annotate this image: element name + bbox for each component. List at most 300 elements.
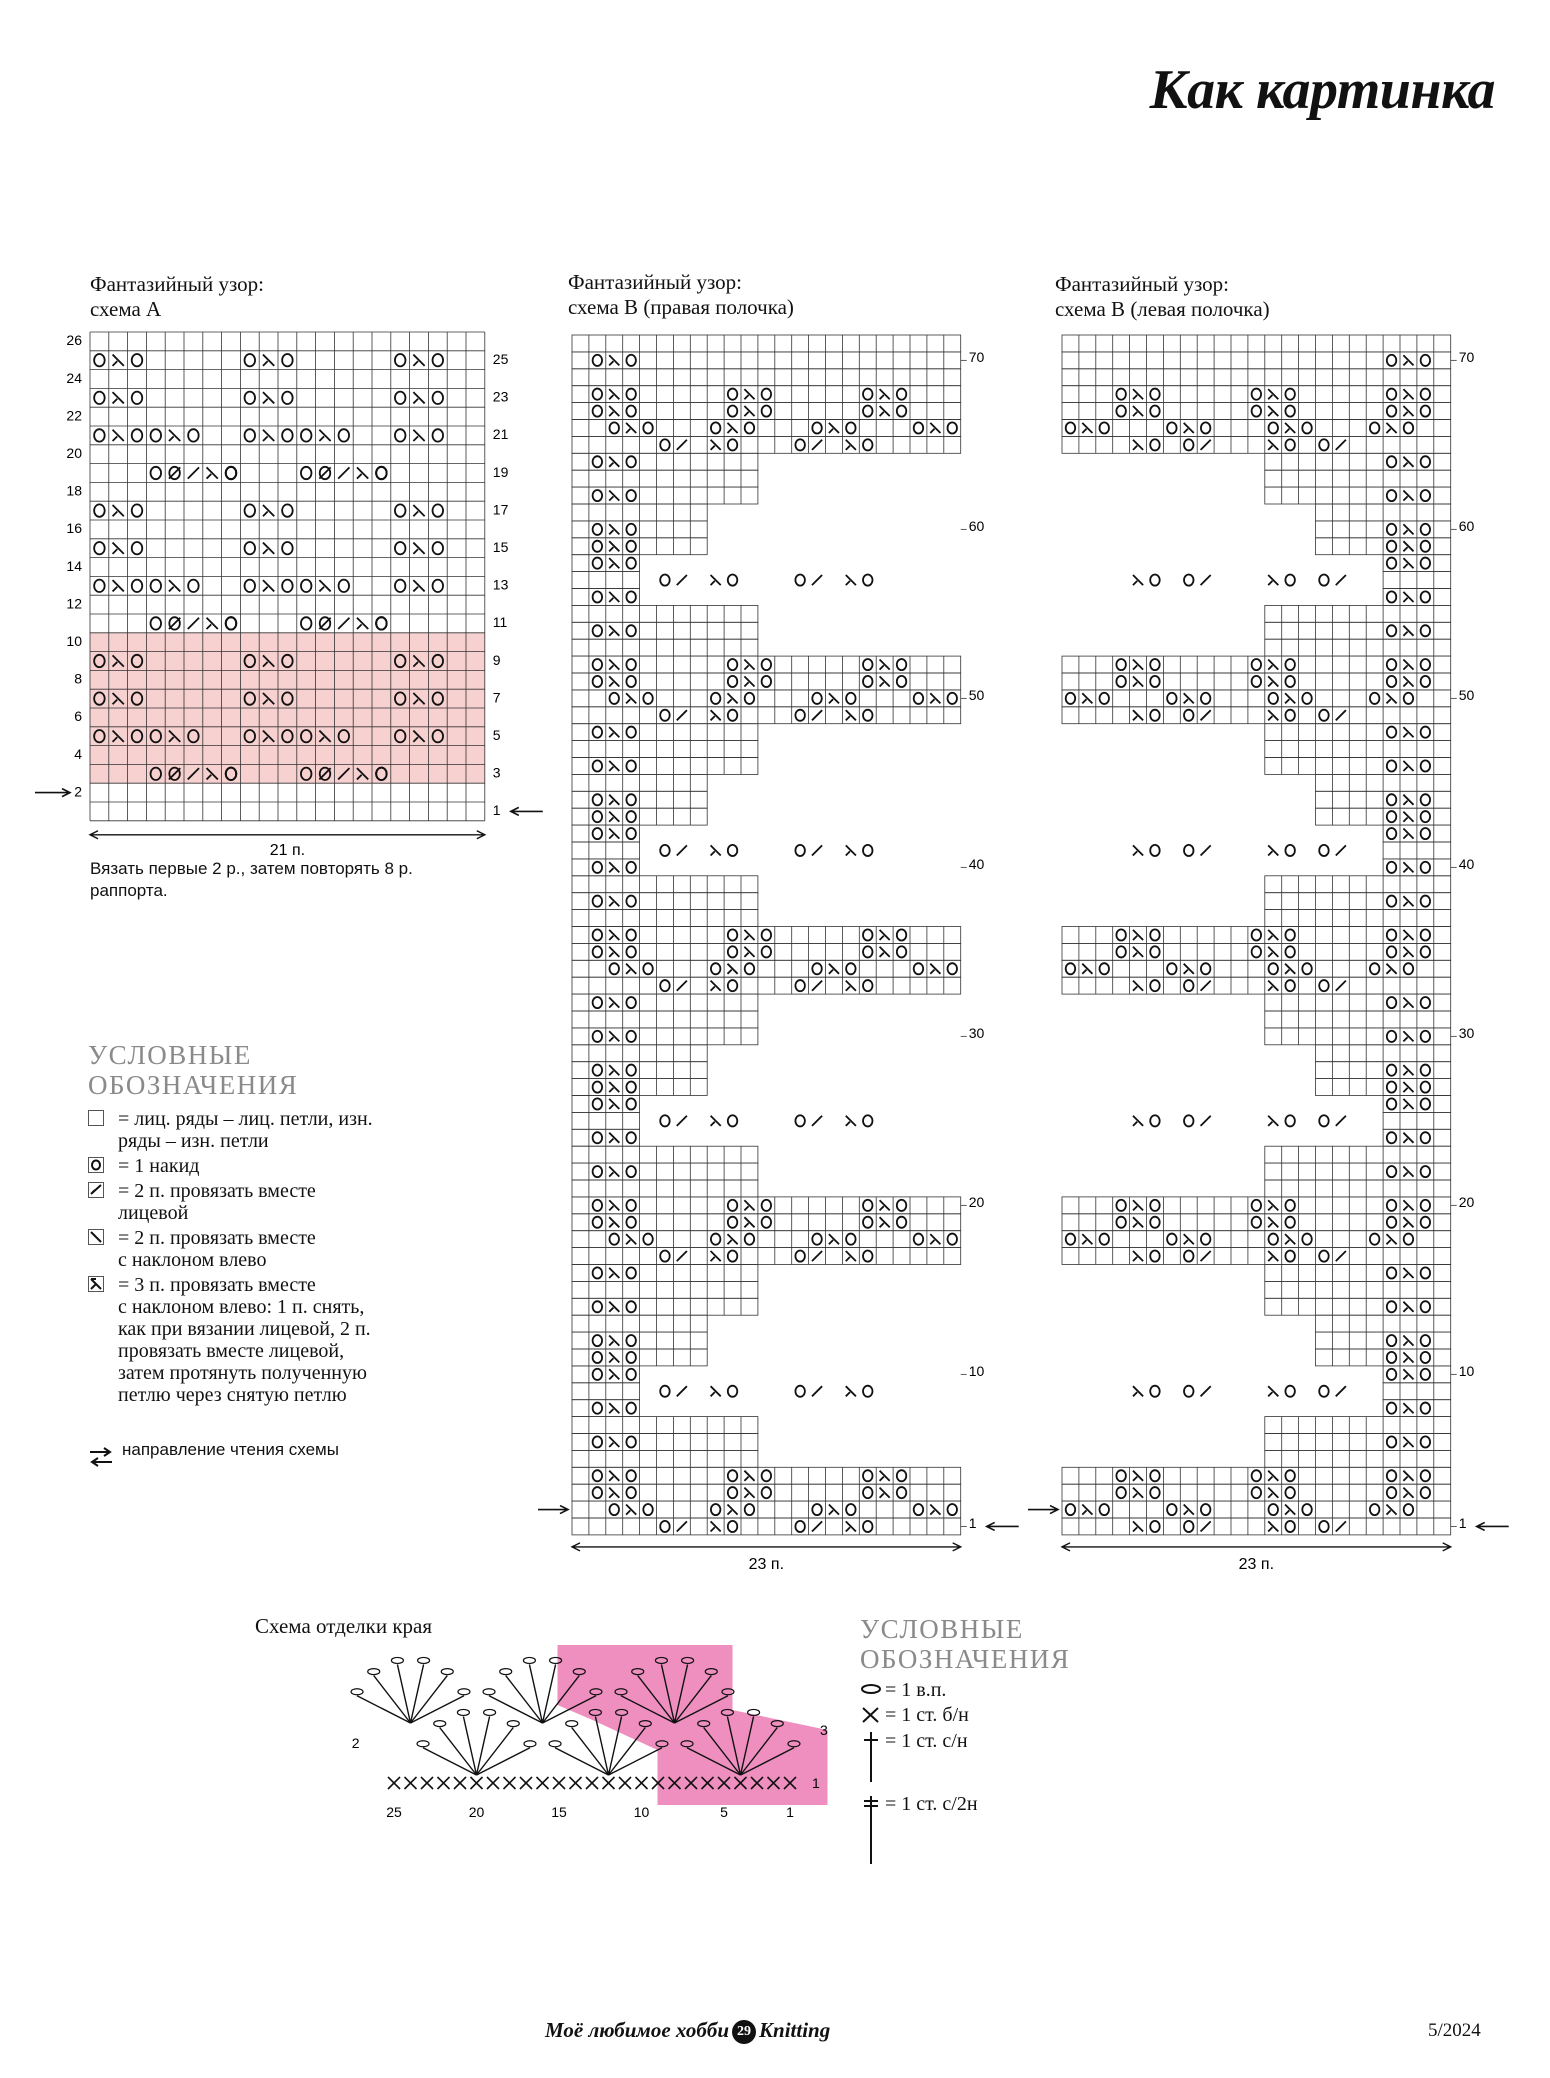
yarn-over-mark: [1421, 1081, 1430, 1092]
yarn-over-mark: [395, 354, 406, 366]
row-number: 1: [1458, 1515, 1467, 1532]
legend-dc: = 1 ст. с/н: [885, 1730, 968, 1752]
yarn-over-mark: [626, 997, 635, 1008]
yarn-over-mark: [1387, 862, 1396, 873]
sk2p-mark: [413, 430, 424, 441]
k2tog-mark: [677, 845, 687, 855]
yarn-over-mark: [863, 1200, 872, 1211]
fan-row2: [423, 1748, 476, 1775]
yarn-over-mark: [711, 1234, 720, 1245]
sk2p-mark: [1403, 659, 1413, 669]
sk2p-mark: [1268, 1116, 1278, 1126]
sk2p-mark: [727, 964, 737, 974]
yarn-over-mark: [301, 429, 312, 441]
yarn-over-mark: [395, 392, 406, 404]
grid-row: [1265, 1450, 1451, 1467]
yarn-over-mark: [1421, 389, 1430, 400]
yarn-over-mark: [795, 1386, 804, 1397]
yarn-over-mark: [1285, 1470, 1294, 1481]
yarn-over-mark: [1201, 422, 1210, 433]
yarn-over-mark: [1269, 1504, 1278, 1515]
yarn-over-mark: [1421, 1487, 1430, 1498]
sk2p-mark: [609, 626, 619, 636]
sk2p-mark: [1268, 1471, 1278, 1481]
yarn-over-mark: [1302, 1504, 1311, 1515]
sk2p-mark: [880, 406, 890, 416]
yarn-over-mark: [1421, 405, 1430, 416]
yarn-over-mark: [626, 1301, 635, 1312]
yarn-over-mark: [593, 389, 602, 400]
k2tog-mark: [1201, 1386, 1211, 1396]
yarn-over-mark: [1252, 929, 1261, 940]
stitch-number: 10: [633, 1804, 650, 1820]
yarn-over-mark: [395, 580, 406, 592]
yarn-over-mark: [948, 963, 957, 974]
yarn-over-mark: [1387, 591, 1396, 602]
sk2p-mark: [1403, 1082, 1413, 1092]
grid-row: [1265, 1417, 1451, 1434]
yarn-over-mark: [643, 1504, 652, 1515]
yarn-over-mark: [610, 422, 619, 433]
grid-row: [1265, 622, 1451, 639]
row-number-left: 10: [66, 632, 82, 649]
sk2p-mark: [711, 1116, 721, 1126]
sk2p-mark: [711, 1521, 721, 1531]
sk2p-mark: [1403, 1268, 1413, 1278]
grid-row: [1265, 1146, 1451, 1163]
yarn-over-mark: [1421, 1217, 1430, 1228]
yarn-over-mark: [593, 1217, 602, 1228]
yarn-over-mark: [593, 1369, 602, 1380]
sk2p-mark: [1184, 964, 1194, 974]
sk2p-mark: [846, 575, 856, 585]
sk2p-mark: [609, 1437, 619, 1447]
yarn-over-mark: [863, 946, 872, 957]
yarn-over-mark: [1285, 405, 1294, 416]
chain-mark: [523, 1657, 535, 1663]
chart-a-title: Фантазийный узор: схема А: [90, 272, 265, 321]
sk2p-mark: [1403, 1488, 1413, 1498]
sk2p-mark: [711, 710, 721, 720]
sk2p-mark: [609, 1403, 619, 1413]
yarn-over-mark: [1421, 946, 1430, 957]
single-crochet-mark: [388, 1777, 400, 1789]
sk2p-mark: [609, 541, 619, 551]
yarn-over-mark: [948, 1234, 957, 1245]
sk2p-mark: [609, 592, 619, 602]
sk2p-mark: [1133, 659, 1143, 669]
yarn-over-mark: [282, 504, 293, 516]
yarn-over-mark: [1285, 676, 1294, 687]
sk2p-mark: [263, 505, 274, 516]
yarn-over-mark: [1150, 1217, 1159, 1228]
yarn-over-mark: [795, 710, 804, 721]
yarn-over-mark: [846, 422, 855, 433]
yarn-over-mark: [339, 580, 350, 592]
yarn-over-mark: [1150, 1250, 1159, 1261]
sk2p-mark: [930, 423, 940, 433]
sk2p-mark: [1403, 676, 1413, 686]
yarn-over-mark: [1252, 659, 1261, 670]
yarn-over-mark: [1285, 1487, 1294, 1498]
yarn-over-mark: [660, 710, 669, 721]
single-crochet-mark: [603, 1777, 615, 1789]
sk2p-mark: [1403, 1352, 1413, 1362]
yarn-over-mark: [626, 1335, 635, 1346]
sk2p-mark: [829, 423, 839, 433]
yarn-over-mark: [593, 1403, 602, 1414]
yarn-over-mark: [728, 929, 737, 940]
yarn-over-mark: [728, 1217, 737, 1228]
yarn-over-mark: [863, 659, 872, 670]
k2tog-mark: [1336, 981, 1346, 991]
sk2p-mark: [1268, 1521, 1278, 1531]
k2tog-mark: [1201, 575, 1211, 585]
yarn-over-mark: [626, 1487, 635, 1498]
k2tog-mark: [1336, 1251, 1346, 1261]
width-label: 23 п.: [1238, 1555, 1275, 1573]
yarn-over-mark: [1167, 963, 1176, 974]
sk2p-mark: [319, 580, 330, 591]
sk2p-mark: [1403, 1335, 1413, 1345]
yarn-over-mark: [1116, 929, 1125, 940]
yarn-over-mark: [1387, 456, 1396, 467]
yarn-over-mark: [728, 1521, 737, 1532]
sk2p-mark: [1403, 1133, 1413, 1143]
grid-row: [1265, 605, 1451, 622]
yarn-over-mark: [762, 676, 771, 687]
yarn-over-mark: [1421, 929, 1430, 940]
legend-item-knit: = лиц. ряды – лиц. петли, изн. ряды – изн. петли: [88, 1108, 488, 1152]
grid-row: [1265, 1265, 1451, 1282]
row-number-left: 26: [66, 332, 82, 349]
yarn-over-mark: [132, 429, 143, 441]
k2tog-mark: [677, 575, 687, 585]
yarn-over-mark: [914, 963, 923, 974]
row-number: 20: [1458, 1194, 1475, 1211]
yarn-over-mark: [897, 1200, 906, 1211]
yarn-over-mark: [1100, 693, 1109, 704]
sk2p-mark: [1386, 693, 1396, 703]
yarn-over-mark: [1421, 591, 1430, 602]
yarn-over-mark: [376, 617, 387, 629]
yarn-over-mark: [626, 896, 635, 907]
yarn-over-mark: [1421, 1436, 1430, 1447]
chart-a: [30, 320, 550, 880]
sk2p-mark: [1133, 845, 1143, 855]
yarn-over-mark: [1285, 1200, 1294, 1211]
grid-row: [572, 1434, 758, 1451]
k2tog-mark: [338, 467, 349, 478]
sk2p-mark: [609, 676, 619, 686]
sk2p-mark: [1133, 440, 1143, 450]
yarn-over-mark: [626, 591, 635, 602]
yarn-over-mark: [1387, 997, 1396, 1008]
yarn-over-mark: [745, 1234, 754, 1245]
yarn-over-mark: [1150, 1521, 1159, 1532]
yarn-over-mark: [1184, 1521, 1193, 1532]
yarn-over-mark: [339, 429, 350, 441]
yarn-over-mark: [762, 1200, 771, 1211]
sk2p-mark: [113, 430, 124, 441]
yarn-over-mark: [1066, 422, 1075, 433]
yarn-over-mark: [1387, 659, 1396, 670]
sk2p-mark: [609, 1200, 619, 1210]
sk2p-mark: [1285, 423, 1295, 433]
yarn-over-mark: [433, 354, 444, 366]
sk2p-mark: [263, 543, 274, 554]
sk2p-mark: [609, 355, 619, 365]
yarn-over-mark: [1201, 1504, 1210, 1515]
yarn-over-mark: [897, 659, 906, 670]
sk2p-mark: [744, 1488, 754, 1498]
sk2p-mark: [744, 1200, 754, 1210]
grid-row: [1265, 724, 1451, 741]
yarn-over-mark: [1421, 659, 1430, 670]
yarn-over-mark: [711, 1504, 720, 1515]
yarn-over-mark: [1269, 422, 1278, 433]
chain-mark: [417, 1741, 429, 1747]
yarn-over-mark: [863, 1115, 872, 1126]
yarn-over-mark: [626, 760, 635, 771]
sk2p-mark: [880, 1488, 890, 1498]
sk2p-mark: [1133, 1471, 1143, 1481]
yarn-over-mark: [593, 355, 602, 366]
sk2p-mark: [1133, 389, 1143, 399]
sk2p-mark: [1268, 1386, 1278, 1396]
row-number: 20: [968, 1194, 985, 1211]
row-number: 40: [1458, 856, 1475, 873]
grid-row: [1265, 1298, 1451, 1315]
yarn-over-mark: [1302, 963, 1311, 974]
yarn-over-mark: [626, 355, 635, 366]
grid-row: [1265, 1028, 1451, 1045]
sk2p-mark: [319, 430, 330, 441]
row-number-right: 25: [492, 350, 509, 367]
grid-row: [1062, 707, 1451, 724]
grid-row: [572, 335, 961, 352]
sk2p-mark: [113, 505, 124, 516]
yarn-over-mark: [1150, 1487, 1159, 1498]
yarn-over-mark: [728, 710, 737, 721]
ssk-icon: [88, 1229, 104, 1245]
single-crochet-mark: [438, 1777, 450, 1789]
yarn-over-mark: [626, 828, 635, 839]
sk2p-mark: [1403, 1099, 1413, 1109]
fan-row2: [555, 1748, 608, 1775]
yarn-over-mark: [1387, 929, 1396, 940]
yarn-over-mark: [1387, 1166, 1396, 1177]
yarn-over-mark: [1421, 1470, 1430, 1481]
yarn-over-mark: [762, 1470, 771, 1481]
sk2p-mark: [744, 1217, 754, 1227]
yarn-over-mark: [1387, 1267, 1396, 1278]
sk2p-mark: [609, 862, 619, 872]
k2tog-mark: [1201, 845, 1211, 855]
yarn-over-mark: [1421, 1301, 1430, 1312]
yarn-over-mark: [1116, 946, 1125, 957]
yarn-over-mark: [728, 405, 737, 416]
sk2p-mark: [1403, 1471, 1413, 1481]
yarn-over-mark: [1252, 1200, 1261, 1211]
yarn-over-mark: [1421, 862, 1430, 873]
yarn-over-mark: [863, 439, 872, 450]
sk2p-mark: [1403, 828, 1413, 838]
yarn-over-mark: [1252, 1470, 1261, 1481]
sk2p-mark: [609, 1099, 619, 1109]
yarn-over-mark: [795, 845, 804, 856]
yarn-over-mark: [395, 504, 406, 516]
sk2p-mark: [609, 1217, 619, 1227]
row-number-left: 6: [74, 708, 82, 725]
sk2p-mark: [930, 693, 940, 703]
legend-sc: = 1 ст. б/н: [885, 1704, 969, 1726]
row-number-right: 3: [492, 764, 501, 781]
yarn-over-mark: [1387, 896, 1396, 907]
sk2p-mark: [1386, 1234, 1396, 1244]
sk2p-mark: [609, 1268, 619, 1278]
yarn-over-mark: [762, 1487, 771, 1498]
sk2p-mark: [609, 524, 619, 534]
yarn-over-mark: [626, 676, 635, 687]
grid-row: [1062, 369, 1451, 386]
yarn-over-mark: [94, 504, 105, 516]
yarn-over-mark: [626, 1436, 635, 1447]
yarn-over-mark: [762, 405, 771, 416]
yarn-over-mark: [626, 1470, 635, 1481]
yarn-over-mark: [1285, 946, 1294, 957]
grid-row: [572, 453, 758, 470]
yarn-over-mark: [593, 862, 602, 873]
yarn-over-mark: [626, 1098, 635, 1109]
yarn-over-mark: [846, 693, 855, 704]
yarn-over-mark: [593, 896, 602, 907]
yarn-over-mark: [1184, 845, 1193, 856]
yarn-over-mark: [626, 1081, 635, 1092]
yarn-over-mark: [863, 389, 872, 400]
width-arrow: [572, 1543, 961, 1551]
yarn-over-mark: [863, 405, 872, 416]
sk2p-mark: [744, 389, 754, 399]
yarn-over-mark: [863, 929, 872, 940]
sk2p-mark: [744, 947, 754, 957]
sk2p-mark: [609, 1471, 619, 1481]
yarn-over-mark: [626, 1369, 635, 1380]
sk2p-mark: [1268, 440, 1278, 450]
sk2p-mark: [711, 845, 721, 855]
yarn-over-mark: [1150, 659, 1159, 670]
page-title: Как картинка: [1149, 59, 1495, 121]
yarn-over-mark: [1387, 1132, 1396, 1143]
yarn-over-mark: [1201, 963, 1210, 974]
yarn-over-mark: [593, 1200, 602, 1211]
yarn-over-mark: [897, 405, 906, 416]
yarn-over-mark: [660, 845, 669, 856]
yarn-over-mark: [711, 422, 720, 433]
yarn-over-mark: [1150, 946, 1159, 957]
row-number-right: 15: [492, 538, 509, 555]
yarn-over-mark: [863, 710, 872, 721]
sk2p-mark: [113, 543, 124, 554]
single-crochet-mark: [586, 1777, 598, 1789]
sk2p-mark: [880, 659, 890, 669]
k2tog-mark: [677, 1251, 687, 1261]
yarn-over-mark: [626, 405, 635, 416]
yarn-over-mark: [1370, 1504, 1379, 1515]
yarn-over-mark: [282, 392, 293, 404]
grid-row: [1062, 335, 1451, 352]
stitch-number: 20: [468, 1804, 485, 1820]
k2tog-mark: [812, 440, 822, 450]
yarn-over-mark: [1184, 1115, 1193, 1126]
yarn-over-mark: [643, 1234, 652, 1245]
yarn-over-mark: [593, 524, 602, 535]
sk2p-mark: [1403, 812, 1413, 822]
grid-row: [1265, 1434, 1451, 1451]
treble-crochet-icon: [864, 1796, 878, 1864]
yarn-over-mark: [812, 963, 821, 974]
sk2p-mark: [1133, 676, 1143, 686]
yarn-over-mark: [282, 429, 293, 441]
yarn-over-mark: [610, 693, 619, 704]
k2tog-mark: [1201, 1251, 1211, 1261]
grid-row: [572, 707, 961, 724]
yarn-over-mark: [1387, 1436, 1396, 1447]
row-number: 50: [968, 687, 985, 704]
k2tog-mark: [1201, 1521, 1211, 1531]
yarn-over-mark: [593, 1301, 602, 1312]
sk2p-mark: [1268, 947, 1278, 957]
sk2p-mark: [1268, 659, 1278, 669]
sk2p-mark: [1268, 1251, 1278, 1261]
k2tog-mark: [677, 1116, 687, 1126]
sk2p-mark: [113, 392, 124, 403]
grid-row: [572, 622, 758, 639]
yarn-over-mark: [1421, 1267, 1430, 1278]
single-crochet-mark: [487, 1777, 499, 1789]
grid-row: [1265, 487, 1451, 504]
grid-row: [572, 724, 758, 741]
yarn-over-mark: [593, 456, 602, 467]
grid-row: [1265, 758, 1451, 775]
yarn-over-mark: [1252, 389, 1261, 400]
yarn-over-mark: [1116, 1487, 1125, 1498]
yarn-over-mark: [1285, 1386, 1294, 1397]
chain-mark: [351, 1689, 363, 1695]
sk2p-mark: [1133, 1217, 1143, 1227]
yarn-over-mark: [1319, 845, 1328, 856]
yarn-over-mark: [301, 580, 312, 592]
yarn-over-mark: [728, 574, 737, 585]
grid-row: [572, 369, 961, 386]
yarn-over-mark: [660, 1115, 669, 1126]
yarn-over-mark: [948, 1504, 957, 1515]
yarn-over-mark: [897, 1487, 906, 1498]
yarn-over-mark: [1387, 1217, 1396, 1228]
sk2p-mark: [609, 828, 619, 838]
row-number-right: 11: [492, 614, 508, 631]
yarn-over-mark: [626, 1132, 635, 1143]
yarn-over-mark: [1201, 693, 1210, 704]
yarn-over-mark: [593, 1267, 602, 1278]
yarn-over-mark: [846, 963, 855, 974]
sk2p-mark: [1285, 964, 1295, 974]
yarn-over-mark: [1150, 1386, 1159, 1397]
yarn-over-mark: [1319, 1521, 1328, 1532]
yarn-over-mark: [245, 580, 256, 592]
yarn-over-mark: [1252, 676, 1261, 687]
sk2p-mark: [1133, 575, 1143, 585]
